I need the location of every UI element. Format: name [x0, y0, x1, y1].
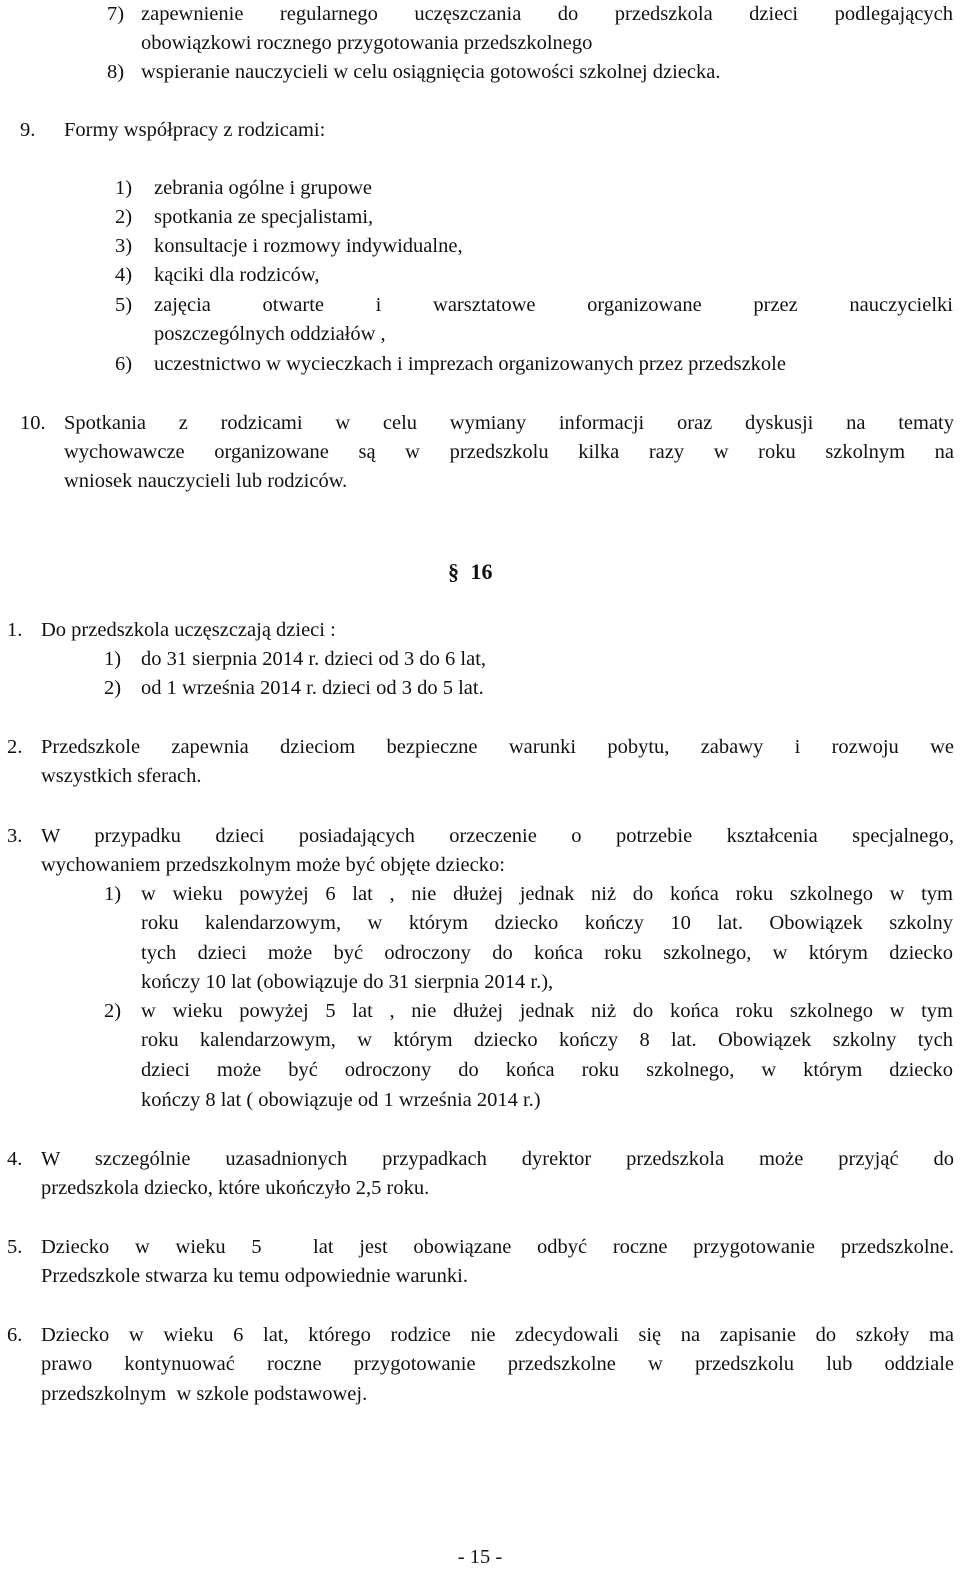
- point-text: przedszkola dziecko, które ukończyło 2,5 roku.: [41, 1177, 430, 1199]
- list-number: 1): [104, 648, 122, 670]
- section-symbol: §: [448, 559, 459, 584]
- point-text: Dziecko w wieku 5 lat jest obowiązane odbyć roczne przygotowanie przedszkolne.: [41, 1236, 954, 1258]
- section-heading: [448, 556, 493, 588]
- list-number: 4): [115, 264, 133, 286]
- list-text: w wieku powyżej 5 lat , nie dłużej jednak niż do końca roku szkolnego w tym: [141, 1000, 953, 1022]
- item-title: Formy współpracy z rodzicami:: [64, 119, 326, 141]
- item-text: Spotkania z rodzicami w celu wymiany informacji oraz dyskusji na tematy: [64, 412, 954, 434]
- list-text: uczestnictwo w wycieczkach i imprezach organizowanych przez przedszkole: [154, 353, 786, 375]
- point-number: 5.: [7, 1236, 23, 1258]
- point-text: przedszkolnym w szkole podstawowej.: [41, 1383, 368, 1405]
- point-text: Do przedszkola uczęszczają dzieci :: [41, 619, 336, 641]
- list-number: 2): [115, 206, 133, 228]
- point-number: 3.: [7, 825, 23, 847]
- list-text: kończy 8 lat ( obowiązuje od 1 września 2014 r.): [141, 1089, 541, 1111]
- list-text: w wieku powyżej 6 lat , nie dłużej jednak niż do końca roku szkolnego w tym: [141, 883, 953, 905]
- page-number: - 15 -: [457, 1546, 503, 1568]
- point-text: wszystkich sferach.: [41, 765, 202, 787]
- item-text: wniosek nauczycieli lub rodziców.: [64, 470, 348, 492]
- point-number: 6.: [7, 1324, 23, 1346]
- list-number: 1): [115, 177, 133, 199]
- list-text: do 31 sierpnia 2014 r. dzieci od 3 do 6 lat,: [141, 648, 487, 670]
- list-number: 8): [107, 61, 125, 83]
- item-text: wychowawcze organizowane są w przedszkolu kilka razy w roku szkolnym na: [64, 441, 954, 463]
- item-number: 10.: [20, 412, 46, 434]
- point-text: Przedszkole zapewnia dzieciom bezpieczne warunki pobytu, zabawy i rozwoju we: [41, 736, 954, 758]
- list-text: konsultacje i rozmowy indywidualne,: [154, 235, 463, 257]
- point-text: Dziecko w wieku 6 lat, którego rodzice nie zdecydowali się na zapisanie do szkoły ma: [41, 1324, 954, 1346]
- list-text: kąciki dla rodziców,: [154, 264, 320, 286]
- point-number: 1.: [7, 619, 23, 641]
- list-number: 6): [115, 353, 133, 375]
- list-number: 2): [104, 1000, 122, 1022]
- point-text: W przypadku dzieci posiadających orzeczenie o potrzebie kształcenia specjalnego,: [41, 825, 954, 847]
- point-number: 2.: [7, 736, 23, 758]
- list-text: zapewnienie regularnego uczęszczania do przedszkola dzieci podlegających: [141, 3, 953, 25]
- list-number: 7): [107, 3, 125, 25]
- list-number: 2): [104, 677, 122, 699]
- list-text: obowiązkowi rocznego przygotowania przedszkolnego: [141, 32, 593, 54]
- list-text: wspieranie nauczycieli w celu osiągnięcia gotowości szkolnej dziecka.: [141, 61, 721, 83]
- point-text: prawo kontynuować roczne przygotowanie przedszkolne w przedszkolu lub oddziale: [41, 1353, 954, 1375]
- list-text: tych dzieci może być odroczony do końca roku szkolnego, w którym dziecko: [141, 942, 953, 964]
- list-text: poszczególnych oddziałów ,: [154, 323, 386, 345]
- list-text: dzieci może być odroczony do końca roku szkolnego, w którym dziecko: [141, 1059, 953, 1081]
- point-text: Przedszkole stwarza ku temu odpowiednie warunki.: [41, 1265, 468, 1287]
- list-text: roku kalendarzowym, w którym dziecko kończy 8 lat. Obowiązek szkolny tych: [141, 1029, 953, 1051]
- section-number: 16: [470, 559, 493, 584]
- point-text: W szczególnie uzasadnionych przypadkach dyrektor przedszkola może przyjąć do: [41, 1148, 954, 1170]
- list-text: roku kalendarzowym, w którym dziecko kończy 10 lat. Obowiązek szkolny: [141, 912, 953, 934]
- list-text: zajęcia otwarte i warsztatowe organizowane przez nauczycielki: [154, 294, 953, 316]
- list-text: spotkania ze specjalistami,: [154, 206, 374, 228]
- list-number: 3): [115, 235, 133, 257]
- item-number: 9.: [20, 119, 36, 141]
- list-text: zebrania ogólne i grupowe: [154, 177, 373, 199]
- point-number: 4.: [7, 1148, 23, 1170]
- list-number: 5): [115, 294, 133, 316]
- list-text: od 1 września 2014 r. dzieci od 3 do 5 lat.: [141, 677, 484, 699]
- point-text: wychowaniem przedszkolnym może być objęte dziecko:: [41, 854, 505, 876]
- list-text: kończy 10 lat (obowiązuje do 31 sierpnia 2014 r.),: [141, 971, 554, 993]
- list-number: 1): [104, 883, 122, 905]
